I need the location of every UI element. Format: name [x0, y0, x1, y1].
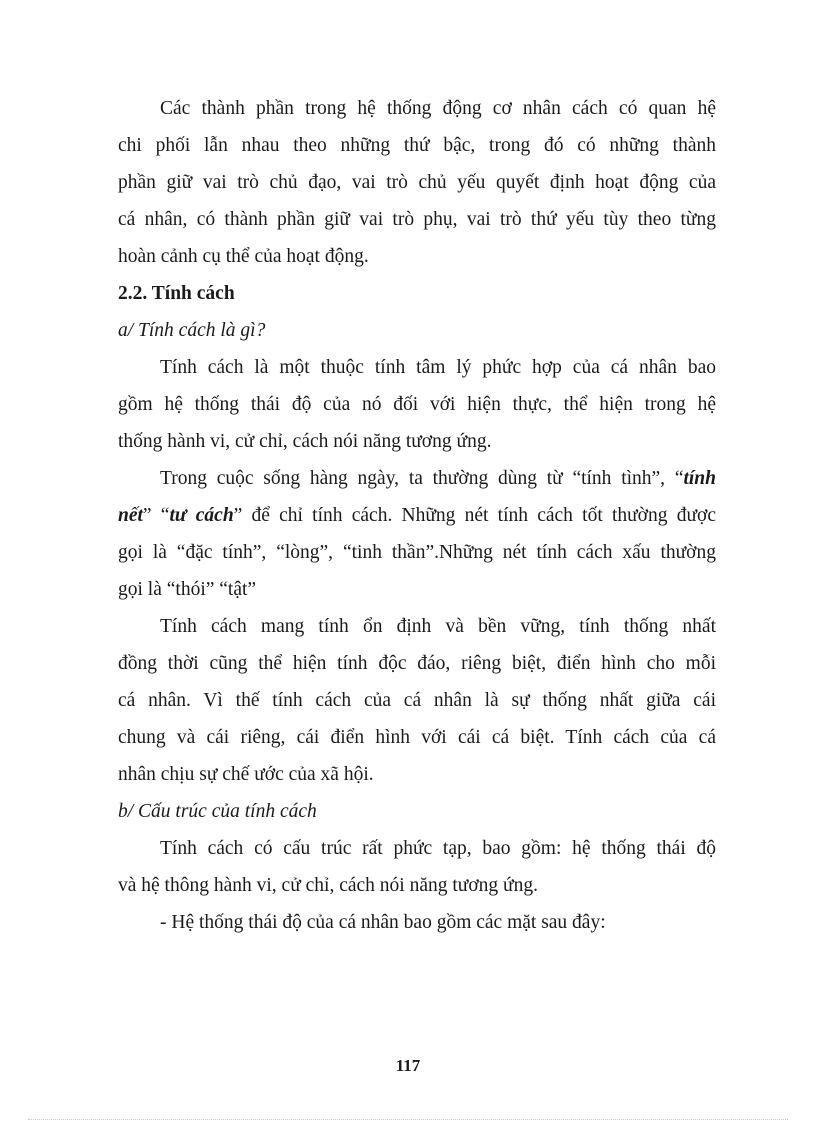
- para3-line2-rest: ” để chỉ tính cách. Những nét tính cách tốt thường được: [233, 505, 716, 526]
- para1-line4: cá nhân, có thành phần giữ vai trò phụ, vai trò thứ yếu tùy theo từng: [118, 209, 716, 230]
- para5-line1: Tính cách có cấu trúc rất phức tạp, bao gồm: hệ thống thái độ: [160, 838, 716, 859]
- page-number: 117: [395, 1056, 421, 1075]
- para3-line1-emphasis: tính: [683, 468, 716, 489]
- para2-line1: Tính cách là một thuộc tính tâm lý phức hợp của cá nhân bao: [160, 357, 716, 378]
- para4-line3: cá nhân. Vì thế tính cách của cá nhân là sự thống nhất giữa cái: [118, 690, 716, 711]
- para3-line3: gọi là “đặc tính”, “lòng”, “tinh thần”.Những nét tính cách xấu thường: [118, 542, 716, 563]
- subheading-b: b/ Cấu trúc của tính cách: [118, 801, 317, 822]
- para6-line1: - Hệ thống thái độ của cá nhân bao gồm các mặt sau đây:: [160, 912, 606, 933]
- page-bottom-divider: [28, 1119, 788, 1120]
- para3-line2: [118, 497, 716, 534]
- para3-line1-text: Trong cuộc sống hàng ngày, ta thường dùng từ “tính tình”, “: [160, 468, 684, 489]
- para1-line2: chi phối lẫn nhau theo những thứ bậc, trong đó có những thành: [118, 135, 716, 156]
- section-heading: 2.2. Tính cách: [118, 283, 235, 304]
- para2-line3: thống hành vi, cử chỉ, cách nói năng tương ứng.: [118, 431, 492, 452]
- para1-line3: phần giữ vai trò chủ đạo, vai trò chủ yếu quyết định hoạt động của: [118, 172, 716, 193]
- para3-line2-emphasis1: nết: [118, 505, 143, 526]
- para1-line5: hoàn cảnh cụ thể của hoạt động.: [118, 246, 369, 267]
- para3-line2-emphasis2: tư cách: [169, 505, 234, 526]
- subheading-a: a/ Tính cách là gì?: [118, 320, 266, 341]
- para3-line1: [160, 460, 716, 497]
- para4-line5: nhân chịu sự chế ước của xã hội.: [118, 764, 374, 785]
- para3-line2-mid: ” “: [142, 505, 170, 526]
- para1-line1: Các thành phần trong hệ thống động cơ nhân cách có quan hệ: [160, 98, 716, 119]
- para5-line2: và hệ thông hành vi, cử chỉ, cách nói năng tương ứng.: [118, 875, 539, 896]
- para4-line2: đồng thời cũng thể hiện tính độc đáo, riêng biệt, điển hình cho mỗi: [118, 653, 716, 674]
- para4-line4: chung và cái riêng, cái điển hình với cái cá biệt. Tính cách của cá: [118, 727, 716, 748]
- para3-line4: gọi là “thói” “tật”: [118, 579, 257, 600]
- para2-line2: gồm hệ thống thái độ của nó đối với hiện thực, thể hiện trong hệ: [118, 394, 716, 415]
- para4-line1: Tính cách mang tính ổn định và bền vững, tính thống nhất: [160, 616, 716, 637]
